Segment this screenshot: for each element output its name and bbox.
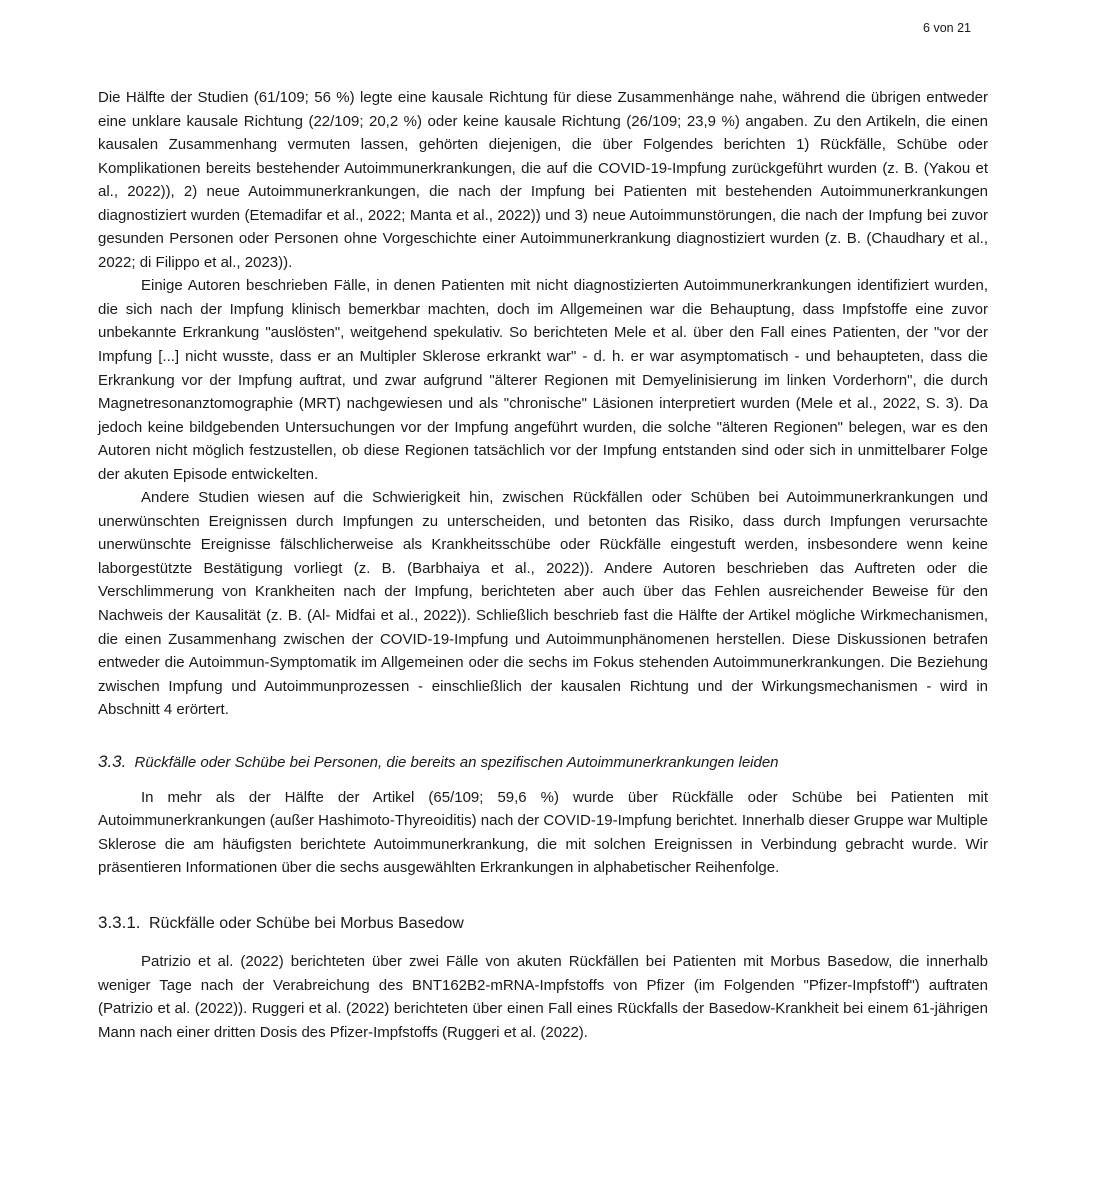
section-number-3-3: 3.3. — [98, 751, 127, 771]
paragraph-relapse-distinction: Andere Studien wiesen auf die Schwierigkeit hin, zwischen Rückfällen oder Schüben bei Autoimmunerkrankungen und unerwünschten Ereignissen durch Impfungen zu unterscheiden, und betonten das Risiko, dass durch Impfungen verursachte unerwünschte Ereignisse fälschlicherweise als Krankheitsschübe oder Rückfälle eingestuft werden, insbesondere wenn keine laborgestützte Bestätigung vorliegt (z. B. (Barbhaiya et al., 2022)). Andere Autoren beschrieben das Auftreten oder die Verschlimmerung von Krankheiten nach der Impfung, berichteten aber auch über das Fehlen ausreichender Beweise für den Nachweis der Kausalität (z. B. (Al- Midfai et al., 2022)). Schließlich beschrieb fast die Hälfte der Artikel mögliche Wirkmechanismen, die einen Zusammenhang zwischen der COVID-19-Impfung und Autoimmunphänomenen herstellen. Diese Diskussionen betrafen entweder die Autoimmun-Symptomatik im Allgemeinen oder die sechs im Fokus stehenden Autoimmunerkrankungen. Die Beziehung zwischen Impfung und Autoimmunprozessen - einschließlich der kausalen Richtung und der Wirkungsmechanismen - wird in Abschnitt 4 erörtert. — [98, 489, 988, 719]
paragraph-undiagnosed-cases: Einige Autoren beschrieben Fälle, in denen Patienten mit nicht diagnostizierten Autoimmunerkrankungen identifiziert wurden, die sich nach der Impfung klinisch bemerkbar machten, doch im Allgemeinen war die Behauptung, dass Impfstoffe eine zuvor unbekannte Erkrankung "auslösten", weitgehend spekulativ. So berichteten Mele et al. über den Fall eines Patienten, der "vor der Impfung [...] nicht wusste, dass er an Multipler Sklerose erkrankt war" - d. h. er war asymptomatisch - und behaupteten, dass die Erkrankung vor der Impfung auftrat, und zwar aufgrund "älterer Regionen mit Demyelinisierung im linken Vorderhorn", die durch Magnetresonanztomographie (MRT) nachgewiesen und als "chronische" Läsionen interpretiert wurden (Mele et al., 2022, S. 3). Da jedoch keine bildgebenden Untersuchungen vor der Impfung angeführt wurden, die solche "älteren Regionen" belegen, war es den Autoren nicht möglich festzustellen, ob diese Regionen tatsächlich vor der Impfung entstanden sind oder sich in unmittelbarer Folge der akuten Episode entwickelten. — [98, 277, 988, 483]
section-heading-3-3 — [98, 751, 988, 774]
paragraph-causal-direction: Die Hälfte der Studien (61/109; 56 %) legte eine kausale Richtung für diese Zusammenhänge nahe, während die übrigen entweder eine unklare kausale Richtung (22/109; 20,2 %) oder keine kausale Richtung (26/109; 23,9 %) angaben. Zu den Artikeln, die einen kausalen Zusammenhang vermuten lassen, gehörten diejenigen, die über Folgendes berichten 1) Rückfälle, Schübe oder Komplikationen bereits bestehender Autoimmunerkrankungen, die auf die COVID-19-Impfung zurückgeführt wurden (z. B. (Yakou et al., 2022)), 2) neue Autoimmunerkrankungen, die nach der Impfung bei Patienten mit bestehenden Autoimmunerkrankungen diagnostiziert wurden (Etemadifar et al., 2022; Manta et al., 2022)) und 3) neue Autoimmunstörungen, die nach der Impfung bei zuvor gesunden Personen oder Personen ohne Vorgeschichte einer Autoimmunerkrankung diagnostiziert wurden (z. B. (Chaudhary et al., 2022; di Filippo et al., 2023)). — [98, 89, 988, 271]
section-number-3-3-1: 3.3.1. — [98, 912, 141, 932]
document-body — [98, 86, 988, 1044]
section-title-3-3: Rückfälle oder Schübe bei Personen, die bereits an spezifischen Autoimmunerkrankungen leiden — [134, 753, 779, 771]
section-title-3-3-1: Rückfälle oder Schübe bei Morbus Basedow — [149, 914, 464, 932]
section-heading-3-3-1 — [98, 912, 988, 935]
paragraph-section-3-3-1: Patrizio et al. (2022) berichteten über zwei Fälle von akuten Rückfällen bei Patienten mit Morbus Basedow, die innerhalb weniger Tage nach der Verabreichung des BNT162B2-mRNA-Impfstoffs von Pfizer (im Folgenden "Pfizer-Impfstoff") auftraten (Patrizio et al. (2022)). Ruggeri et al. (2022) berichteten über einen Fall eines Rückfalls der Basedow-Krankheit bei einem 61-jährigen Mann nach einer dritten Dosis des Pfizer-Impfstoffs (Ruggeri et al. (2022). — [98, 952, 988, 1041]
paragraph-section-3-3: In mehr als der Hälfte der Artikel (65/109; 59,6 %) wurde über Rückfälle oder Schübe bei Patienten mit Autoimmunerkrankungen (außer Hashimoto-Thyreoiditis) nach der COVID-19-Impfung berichtet. Innerhalb dieser Gruppe war Multiple Sklerose die am häufigsten berichtete Autoimmunerkrankung, die mit solchen Ereignissen in Verbindung gebracht wurde. Wir präsentieren Informationen über die sechs ausgewählten Erkrankungen in alphabetischer Reihenfolge. — [98, 788, 988, 877]
page-number: 6 von 21 — [923, 21, 971, 35]
